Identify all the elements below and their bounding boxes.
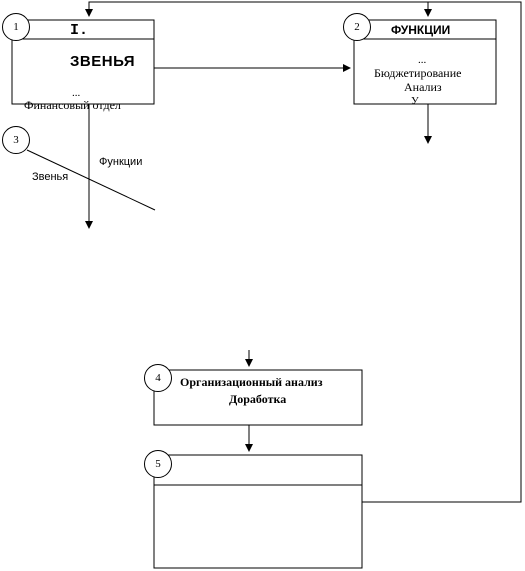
block1-title: ЗВЕНЬЯ xyxy=(70,53,136,70)
block2-number-badge: 2 xyxy=(343,13,371,41)
block4-line1: Организационный анализ xyxy=(180,375,323,389)
block2-line1: Бюджетирование xyxy=(374,66,462,80)
block1-number-badge: 1 xyxy=(2,13,30,41)
block2-ellipsis: ... xyxy=(418,54,427,66)
block3-label-bottom: Звенья xyxy=(32,171,69,183)
block5-frame xyxy=(154,455,362,568)
block4-line2: Доработка xyxy=(229,392,287,406)
block3-label-top: Функции xyxy=(99,156,143,168)
block2-line2: Анализ xyxy=(404,80,442,94)
block1-header: I. xyxy=(70,22,89,39)
block1-cut-text-clip xyxy=(20,98,140,112)
block5-number-badge: 5 xyxy=(144,450,172,478)
block4-number-badge: 4 xyxy=(144,364,172,392)
block2-header: ФУНКЦИИ xyxy=(391,23,451,37)
block1-ellipsis: ... xyxy=(72,87,81,99)
block1-cut-text: Финансовый отдел xyxy=(24,98,121,112)
block2-cut-text-clip xyxy=(400,95,440,107)
block2-cut-text: У xyxy=(411,95,419,107)
block3-number-badge: 3 xyxy=(2,126,30,154)
